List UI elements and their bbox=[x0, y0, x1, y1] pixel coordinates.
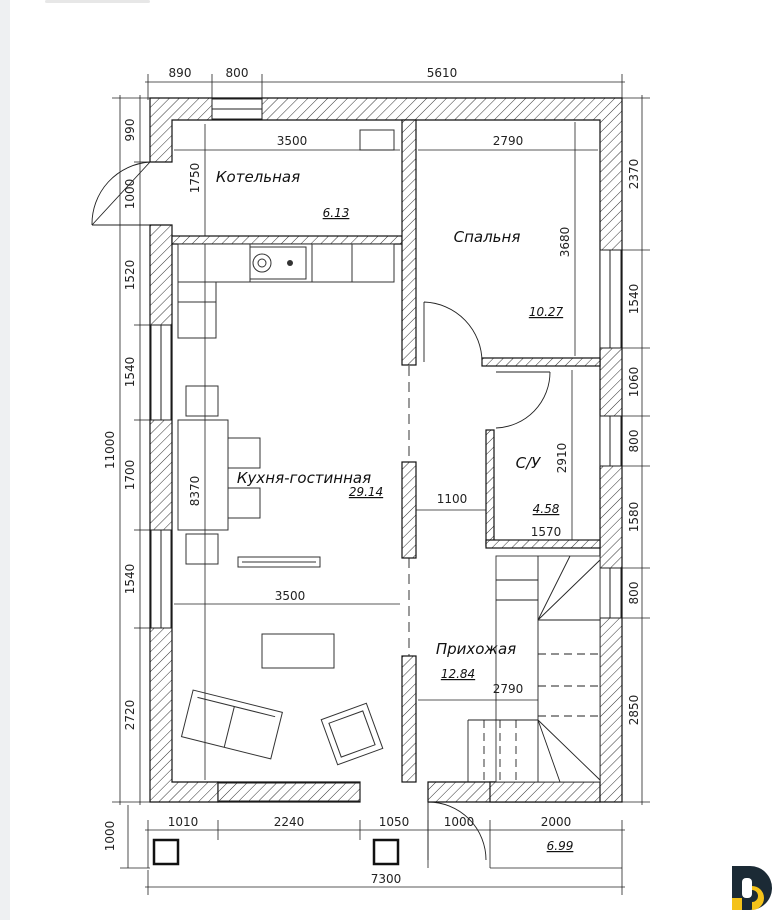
dim-left-7: 2720 bbox=[123, 699, 137, 731]
dim-left-5: 1700 bbox=[123, 459, 137, 491]
dim-right-6: 800 bbox=[627, 581, 641, 605]
dim-right-3: 1060 bbox=[627, 366, 641, 398]
dim-bath-width: 1570 bbox=[530, 525, 562, 539]
dim-kitchen-height: 8370 bbox=[188, 475, 202, 507]
dim-bottom-1: 1010 bbox=[167, 815, 199, 829]
dim-bath-height: 2910 bbox=[555, 442, 569, 474]
brand-logo-icon bbox=[728, 862, 776, 914]
dim-right-2: 1540 bbox=[627, 283, 641, 315]
dim-left-6: 1540 bbox=[123, 563, 137, 595]
dim-top-2: 800 bbox=[225, 66, 249, 80]
dim-bottom-3: 1050 bbox=[378, 815, 410, 829]
room-name-boiler: Котельная bbox=[215, 168, 301, 186]
dim-bottom-5: 2000 bbox=[540, 815, 572, 829]
dim-corridor-width: 1100 bbox=[436, 492, 468, 506]
dim-left-2: 1000 bbox=[123, 178, 137, 210]
dim-right-5: 1580 bbox=[627, 501, 641, 533]
dim-boiler-height: 1750 bbox=[188, 162, 202, 194]
dim-bottom-2: 2240 bbox=[273, 815, 305, 829]
dim-left-3: 1520 bbox=[123, 259, 137, 291]
dim-right-4: 800 bbox=[627, 429, 641, 453]
dim-hall-width: 2790 bbox=[492, 682, 524, 696]
dim-kitchen-width: 3500 bbox=[274, 589, 306, 603]
room-area-bedroom: 10.27 bbox=[528, 305, 564, 319]
room-area-bathroom: 4.58 bbox=[532, 502, 560, 516]
dim-right-1: 2370 bbox=[627, 158, 641, 190]
dim-top-1: 890 bbox=[168, 66, 192, 80]
room-area-kitchen: 29.14 bbox=[348, 485, 384, 499]
dim-left-1: 990 bbox=[123, 118, 137, 142]
dim-bedroom-width: 2790 bbox=[492, 134, 524, 148]
dim-boiler-width: 3500 bbox=[276, 134, 308, 148]
dim-total-width: 7300 bbox=[370, 872, 402, 886]
porch-area: 6.99 bbox=[546, 839, 574, 853]
dim-left-porch: 1000 bbox=[103, 820, 117, 852]
dim-left-total: 11000 bbox=[103, 430, 117, 470]
dim-bottom-4: 1000 bbox=[443, 815, 475, 829]
room-area-hall: 12.84 bbox=[440, 667, 476, 681]
room-name-hall: Прихожая bbox=[435, 640, 517, 658]
room-name-bathroom: С/У bbox=[515, 454, 541, 472]
room-area-boiler: 6.13 bbox=[322, 206, 350, 220]
dim-bedroom-height: 3680 bbox=[558, 226, 572, 258]
room-name-bedroom: Спальня bbox=[453, 228, 521, 246]
room-name-kitchen: Кухня-гостинная bbox=[236, 469, 372, 487]
dim-top-3: 5610 bbox=[426, 66, 458, 80]
dim-right-7: 2850 bbox=[627, 694, 641, 726]
dim-left-4: 1540 bbox=[123, 356, 137, 388]
